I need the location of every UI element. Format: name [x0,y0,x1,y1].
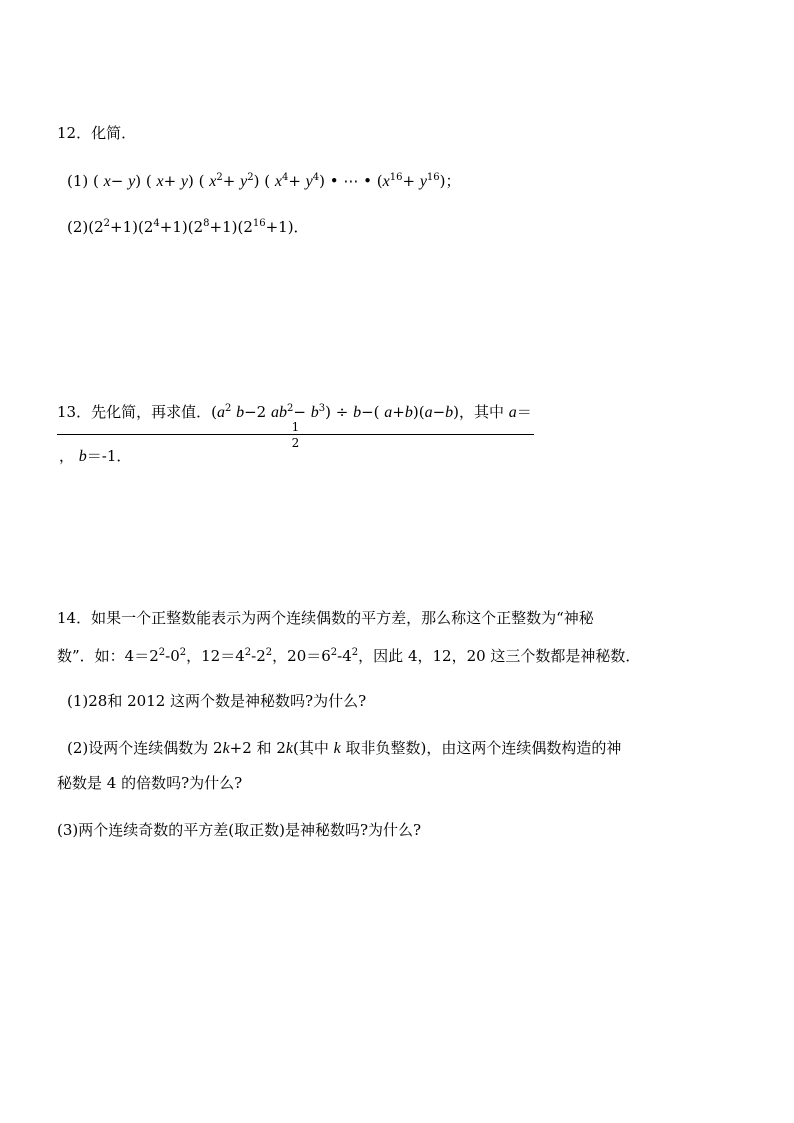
q14-line1: 14．如果一个正整数能表示为两个连续偶数的平方差，那么称这个正整数为“神秘 [57,609,594,627]
q14-part2-line1: (2)设两个连续偶数为 2k+2 和 2k(其中 k 取非负整数)，由这两个连续偶数构造的神 [67,739,622,757]
q14-part2-line2: 秘数是 4 的倍数吗?为什么? [57,774,243,792]
q12-part1: (1) ( x− y) ( x+ y) ( $x^2+ y^2$) ( $x^4+ y^4$) • ⋯ • $(x^{16}+ y^{16})$； [67,172,461,190]
q13-line: 13．先化简，再求值．($a^2$ b−2 $ab^2- b^3) \div b-$( a+b)(a−b)，其中 a＝ 1 2 ， b＝-1． [57,403,532,465]
q14-line2: 数”．如：$4=2^2-0^2$，$12=4^2-2^2$，$20=6^2-4^2$，因此 4，12，20 这三个数都是神秘数． [57,647,641,665]
q14-part1: (1)28和 2012 这两个数是神秘数吗?为什么? [67,692,367,710]
half-fraction: 1 2 [57,421,534,449]
q12-part2: $(2)(2^2+1)(2^4+1)(2^8+1)(2^{16}+1)$． [67,218,309,236]
q14-part3: (3)两个连续奇数的平方差(取正数)是神秘数吗?为什么? [57,821,422,839]
q12-heading: 12．化简． [57,124,137,142]
